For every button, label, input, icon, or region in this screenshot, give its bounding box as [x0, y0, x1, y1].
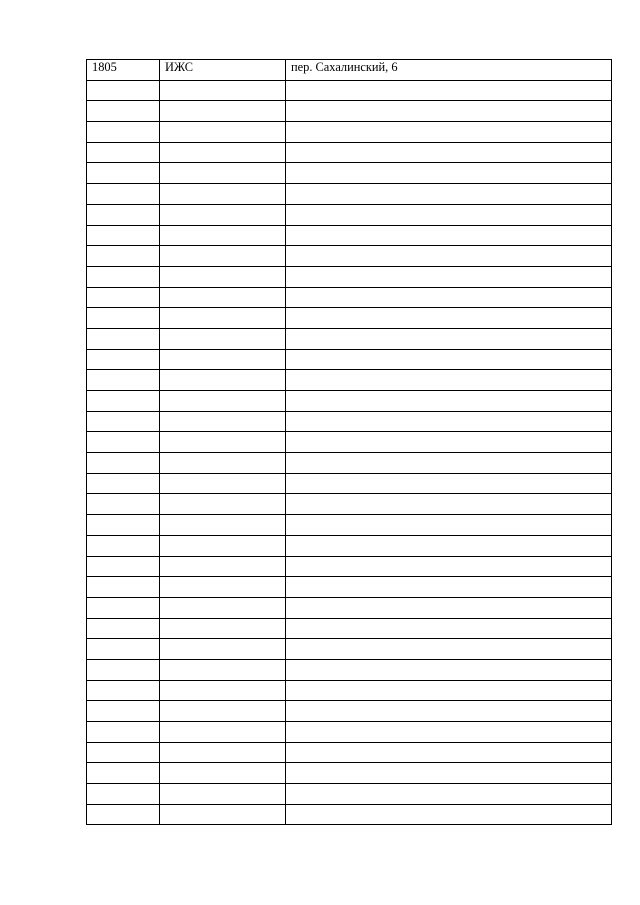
address-cell: [286, 453, 612, 474]
housing-type-cell: [160, 184, 286, 205]
address-cell: [286, 225, 612, 246]
table-row: [87, 784, 612, 805]
row-number-cell: [87, 266, 160, 287]
address-cell: [286, 515, 612, 536]
table-row: [87, 328, 612, 349]
address-cell: [286, 722, 612, 743]
table-row: [87, 763, 612, 784]
row-number-cell: [87, 722, 160, 743]
housing-type-cell: [160, 328, 286, 349]
address-cell: пер. Сахалинский, 6: [286, 60, 612, 81]
housing-type-cell: [160, 80, 286, 101]
address-cell: [286, 618, 612, 639]
address-cell: [286, 742, 612, 763]
address-cell: [286, 784, 612, 805]
address-cell: [286, 370, 612, 391]
row-number-cell: [87, 515, 160, 536]
table-row: [87, 287, 612, 308]
housing-type-cell: [160, 701, 286, 722]
row-number-cell: [87, 349, 160, 370]
table-row: [87, 804, 612, 825]
address-cell: [286, 287, 612, 308]
row-number-cell: [87, 618, 160, 639]
housing-type-cell: [160, 101, 286, 122]
housing-type-cell: [160, 453, 286, 474]
row-number-cell: [87, 763, 160, 784]
table-row: [87, 680, 612, 701]
row-number-cell: 1805: [87, 60, 160, 81]
row-number-cell: [87, 597, 160, 618]
table-row: [87, 473, 612, 494]
row-number-cell: [87, 204, 160, 225]
row-number-cell: [87, 473, 160, 494]
housing-type-cell: [160, 370, 286, 391]
address-cell: [286, 494, 612, 515]
row-number-cell: [87, 411, 160, 432]
address-cell: [286, 432, 612, 453]
table-row: [87, 556, 612, 577]
housing-type-cell: [160, 618, 286, 639]
row-number-cell: [87, 680, 160, 701]
housing-type-cell: [160, 473, 286, 494]
row-number-cell: [87, 122, 160, 143]
housing-type-cell: [160, 391, 286, 412]
address-cell: [286, 473, 612, 494]
row-number-cell: [87, 639, 160, 660]
housing-type-cell: [160, 122, 286, 143]
housing-type-cell: [160, 142, 286, 163]
row-number-cell: [87, 556, 160, 577]
housing-type-cell: [160, 577, 286, 598]
address-cell: [286, 101, 612, 122]
row-number-cell: [87, 742, 160, 763]
table-row: [87, 142, 612, 163]
housing-type-cell: [160, 204, 286, 225]
address-cell: [286, 680, 612, 701]
address-cell: [286, 122, 612, 143]
row-number-cell: [87, 494, 160, 515]
row-number-cell: [87, 328, 160, 349]
address-cell: [286, 163, 612, 184]
table-row: [87, 722, 612, 743]
table-row: [87, 577, 612, 598]
row-number-cell: [87, 659, 160, 680]
row-number-cell: [87, 184, 160, 205]
housing-type-cell: [160, 597, 286, 618]
address-cell: [286, 349, 612, 370]
table-row: [87, 618, 612, 639]
address-cell: [286, 328, 612, 349]
housing-type-cell: [160, 515, 286, 536]
table-row: [87, 308, 612, 329]
housing-type-cell: [160, 287, 286, 308]
address-cell: [286, 184, 612, 205]
registry-table-body: [87, 60, 612, 825]
housing-type-cell: [160, 225, 286, 246]
housing-type-cell: [160, 784, 286, 805]
row-number-cell: [87, 391, 160, 412]
housing-type-cell: [160, 659, 286, 680]
address-cell: [286, 804, 612, 825]
address-cell: [286, 597, 612, 618]
address-cell: [286, 204, 612, 225]
housing-type-cell: [160, 246, 286, 267]
row-number-cell: [87, 784, 160, 805]
housing-type-cell: [160, 432, 286, 453]
address-cell: [286, 556, 612, 577]
table-row: [87, 122, 612, 143]
table-row: [87, 101, 612, 122]
table-row: [87, 391, 612, 412]
address-cell: [286, 80, 612, 101]
address-cell: [286, 701, 612, 722]
address-cell: [286, 763, 612, 784]
table-row: [87, 742, 612, 763]
housing-type-cell: [160, 535, 286, 556]
row-number-cell: [87, 142, 160, 163]
row-number-cell: [87, 370, 160, 391]
table-row: [87, 80, 612, 101]
table-row: [87, 453, 612, 474]
housing-type-cell: [160, 556, 286, 577]
address-cell: [286, 266, 612, 287]
table-row: [87, 246, 612, 267]
table-row: [87, 163, 612, 184]
row-number-cell: [87, 577, 160, 598]
housing-type-cell: [160, 722, 286, 743]
housing-type-cell: [160, 308, 286, 329]
housing-type-cell: [160, 763, 286, 784]
row-number-cell: [87, 432, 160, 453]
address-cell: [286, 142, 612, 163]
table-row: [87, 370, 612, 391]
table-row: [87, 266, 612, 287]
table-row: [87, 184, 612, 205]
table-row: [87, 60, 612, 81]
housing-type-cell: [160, 742, 286, 763]
housing-type-cell: [160, 680, 286, 701]
housing-type-cell: ИЖС: [160, 60, 286, 81]
row-number-cell: [87, 453, 160, 474]
housing-type-cell: [160, 349, 286, 370]
address-cell: [286, 308, 612, 329]
housing-type-cell: [160, 266, 286, 287]
address-cell: [286, 639, 612, 660]
row-number-cell: [87, 804, 160, 825]
row-number-cell: [87, 246, 160, 267]
address-registry-table: [86, 59, 612, 825]
row-number-cell: [87, 101, 160, 122]
address-cell: [286, 535, 612, 556]
housing-type-cell: [160, 494, 286, 515]
address-cell: [286, 391, 612, 412]
table-row: [87, 701, 612, 722]
address-cell: [286, 411, 612, 432]
row-number-cell: [87, 287, 160, 308]
table-row: [87, 597, 612, 618]
address-cell: [286, 577, 612, 598]
address-cell: [286, 659, 612, 680]
table-row: [87, 225, 612, 246]
table-row: [87, 659, 612, 680]
table-row: [87, 535, 612, 556]
housing-type-cell: [160, 804, 286, 825]
table-row: [87, 349, 612, 370]
table-row: [87, 432, 612, 453]
row-number-cell: [87, 225, 160, 246]
table-row: [87, 639, 612, 660]
housing-type-cell: [160, 639, 286, 660]
housing-type-cell: [160, 411, 286, 432]
table-row: [87, 204, 612, 225]
table-row: [87, 494, 612, 515]
table-row: [87, 411, 612, 432]
address-cell: [286, 246, 612, 267]
row-number-cell: [87, 80, 160, 101]
row-number-cell: [87, 308, 160, 329]
table-row: [87, 515, 612, 536]
housing-type-cell: [160, 163, 286, 184]
row-number-cell: [87, 163, 160, 184]
row-number-cell: [87, 701, 160, 722]
row-number-cell: [87, 535, 160, 556]
